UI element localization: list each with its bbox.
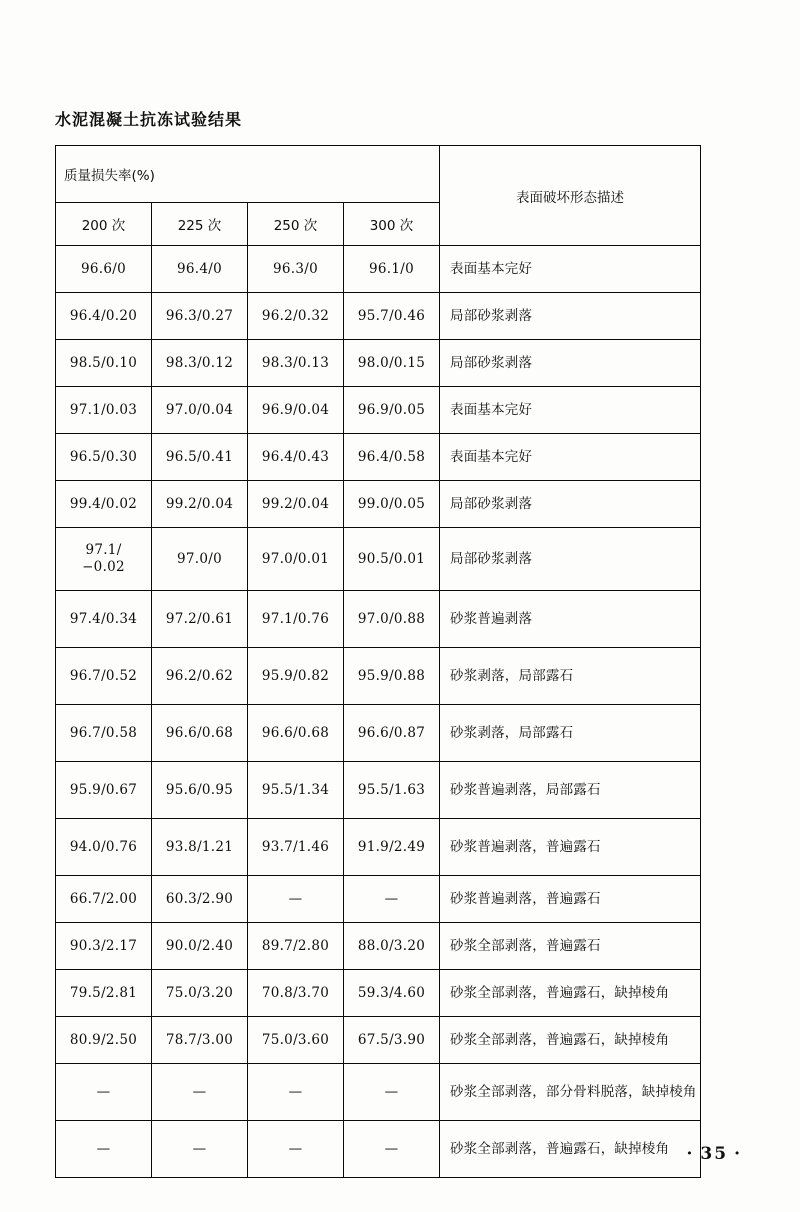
table-row	[56, 293, 701, 340]
cell-225: 96.2/0.62	[152, 648, 248, 705]
table-row	[56, 923, 701, 970]
cell-225: 95.6/0.95	[152, 762, 248, 819]
cell-250: 97.1/0.76	[248, 591, 344, 648]
cell-250: 98.3/0.13	[248, 340, 344, 387]
cell-300: 59.3/4.60	[344, 970, 440, 1017]
table-row	[56, 246, 701, 293]
cell-300: —	[344, 1121, 440, 1178]
cell-description: 砂浆全部剥落，部分骨料脱落，缺掉棱角	[440, 1064, 701, 1121]
table-row	[56, 387, 701, 434]
cell-250: —	[248, 1064, 344, 1121]
cell-200: 98.5/0.10	[56, 340, 152, 387]
table-row	[56, 434, 701, 481]
cell-200: —	[56, 1121, 152, 1178]
cell-200: —	[56, 1064, 152, 1121]
cell-250: 95.9/0.82	[248, 648, 344, 705]
cell-300: 95.9/0.88	[344, 648, 440, 705]
cell-description: 表面基本完好	[440, 387, 701, 434]
cell-225: 75.0/3.20	[152, 970, 248, 1017]
cell-200: 80.9/2.50	[56, 1017, 152, 1064]
cell-250: —	[248, 1121, 344, 1178]
cell-225: 97.0/0	[152, 528, 248, 591]
cell-250: 93.7/1.46	[248, 819, 344, 876]
cell-200: 96.7/0.52	[56, 648, 152, 705]
cell-300: 96.4/0.58	[344, 434, 440, 481]
cell-200: 66.7/2.00	[56, 876, 152, 923]
cell-description: 砂浆普遍剥落，普遍露石	[440, 876, 701, 923]
cell-300: —	[344, 1064, 440, 1121]
table-row	[56, 591, 701, 648]
cell-300: 88.0/3.20	[344, 923, 440, 970]
cell-description: 表面基本完好	[440, 434, 701, 481]
cell-description: 砂浆全部剥落，普遍露石，缺掉棱角	[440, 1121, 701, 1178]
header-cycle-225: 225 次	[152, 203, 248, 246]
cell-250: 75.0/3.60	[248, 1017, 344, 1064]
table-row	[56, 762, 701, 819]
cell-250: 99.2/0.04	[248, 481, 344, 528]
cell-225: 98.3/0.12	[152, 340, 248, 387]
table-row	[56, 1017, 701, 1064]
cell-300: 95.7/0.46	[344, 293, 440, 340]
page-title: 水泥混凝土抗冻试验结果	[55, 110, 243, 129]
table-row	[56, 648, 701, 705]
header-mass-loss-rate: 质量损失率(%)	[56, 146, 440, 203]
cell-225: 93.8/1.21	[152, 819, 248, 876]
cell-225: 97.2/0.61	[152, 591, 248, 648]
cell-250: —	[248, 876, 344, 923]
cell-200: 90.3/2.17	[56, 923, 152, 970]
cell-225: 96.6/0.68	[152, 705, 248, 762]
cell-250: 95.5/1.34	[248, 762, 344, 819]
cell-225: 60.3/2.90	[152, 876, 248, 923]
cell-225: 90.0/2.40	[152, 923, 248, 970]
header-surface-damage-description: 表面破坏形态描述	[440, 146, 701, 246]
table-row	[56, 876, 701, 923]
header-cycle-300: 300 次	[344, 203, 440, 246]
cell-300: 91.9/2.49	[344, 819, 440, 876]
cell-250: 97.0/0.01	[248, 528, 344, 591]
header-cycle-250: 250 次	[248, 203, 344, 246]
table-row	[56, 819, 701, 876]
cell-225: 97.0/0.04	[152, 387, 248, 434]
table-row	[56, 481, 701, 528]
cell-300: —	[344, 876, 440, 923]
cell-300: 96.1/0	[344, 246, 440, 293]
table-row	[56, 528, 701, 591]
cell-200-line2: −0.02	[82, 559, 125, 575]
cell-250: 89.7/2.80	[248, 923, 344, 970]
cell-description: 砂浆剥落，局部露石	[440, 705, 701, 762]
cell-225: 96.5/0.41	[152, 434, 248, 481]
page-footer	[680, 1144, 748, 1164]
cell-225: —	[152, 1064, 248, 1121]
cell-description: 砂浆全部剥落，普遍露石，缺掉棱角	[440, 1017, 701, 1064]
cell-200	[56, 528, 152, 591]
table-row	[56, 1064, 701, 1121]
cell-225: 99.2/0.04	[152, 481, 248, 528]
cell-description: 局部砂浆剥落	[440, 340, 701, 387]
cell-description: 砂浆剥落，局部露石	[440, 648, 701, 705]
cell-200-line1: 97.1/	[85, 542, 122, 559]
cell-250: 96.9/0.04	[248, 387, 344, 434]
cell-description: 局部砂浆剥落	[440, 528, 701, 591]
cell-description: 砂浆全部剥落，普遍露石，缺掉棱角	[440, 970, 701, 1017]
cell-description: 砂浆普遍剥落，局部露石	[440, 762, 701, 819]
cell-300: 90.5/0.01	[344, 528, 440, 591]
cell-250: 96.2/0.32	[248, 293, 344, 340]
cell-300: 96.6/0.87	[344, 705, 440, 762]
cell-200: 97.4/0.34	[56, 591, 152, 648]
cell-200: 97.1/0.03	[56, 387, 152, 434]
cell-300: 98.0/0.15	[344, 340, 440, 387]
cell-225: —	[152, 1121, 248, 1178]
cell-description: 砂浆全部剥落，普遍露石	[440, 923, 701, 970]
cell-300: 99.0/0.05	[344, 481, 440, 528]
cell-200: 99.4/0.02	[56, 481, 152, 528]
cell-225: 96.3/0.27	[152, 293, 248, 340]
cell-300: 95.5/1.63	[344, 762, 440, 819]
cell-200: 96.4/0.20	[56, 293, 152, 340]
cell-description: 局部砂浆剥落	[440, 293, 701, 340]
table-row	[56, 1121, 701, 1178]
table-row	[56, 705, 701, 762]
cell-200: 94.0/0.76	[56, 819, 152, 876]
cell-250: 96.4/0.43	[248, 434, 344, 481]
cell-225: 78.7/3.00	[152, 1017, 248, 1064]
cell-200: 79.5/2.81	[56, 970, 152, 1017]
table-row	[56, 970, 701, 1017]
cell-250: 96.6/0.68	[248, 705, 344, 762]
cell-description: 表面基本完好	[440, 246, 701, 293]
cell-225: 96.4/0	[152, 246, 248, 293]
table-row	[56, 340, 701, 387]
footer-dot-right: ·	[734, 1144, 742, 1164]
cell-200: 96.6/0	[56, 246, 152, 293]
cell-200: 96.5/0.30	[56, 434, 152, 481]
cell-description: 砂浆普遍剥落，普遍露石	[440, 819, 701, 876]
cell-250: 70.8/3.70	[248, 970, 344, 1017]
freeze-test-results-table	[55, 145, 701, 1178]
cell-300: 97.0/0.88	[344, 591, 440, 648]
cell-description: 砂浆普遍剥落	[440, 591, 701, 648]
cell-300: 67.5/3.90	[344, 1017, 440, 1064]
cell-300: 96.9/0.05	[344, 387, 440, 434]
table-header-group-row	[56, 146, 701, 203]
cell-description: 局部砂浆剥落	[440, 481, 701, 528]
cell-200: 96.7/0.58	[56, 705, 152, 762]
cell-250: 96.3/0	[248, 246, 344, 293]
header-cycle-200: 200 次	[56, 203, 152, 246]
cell-200: 95.9/0.67	[56, 762, 152, 819]
page-number: 35	[700, 1144, 729, 1164]
footer-dot-left: ·	[686, 1144, 695, 1164]
